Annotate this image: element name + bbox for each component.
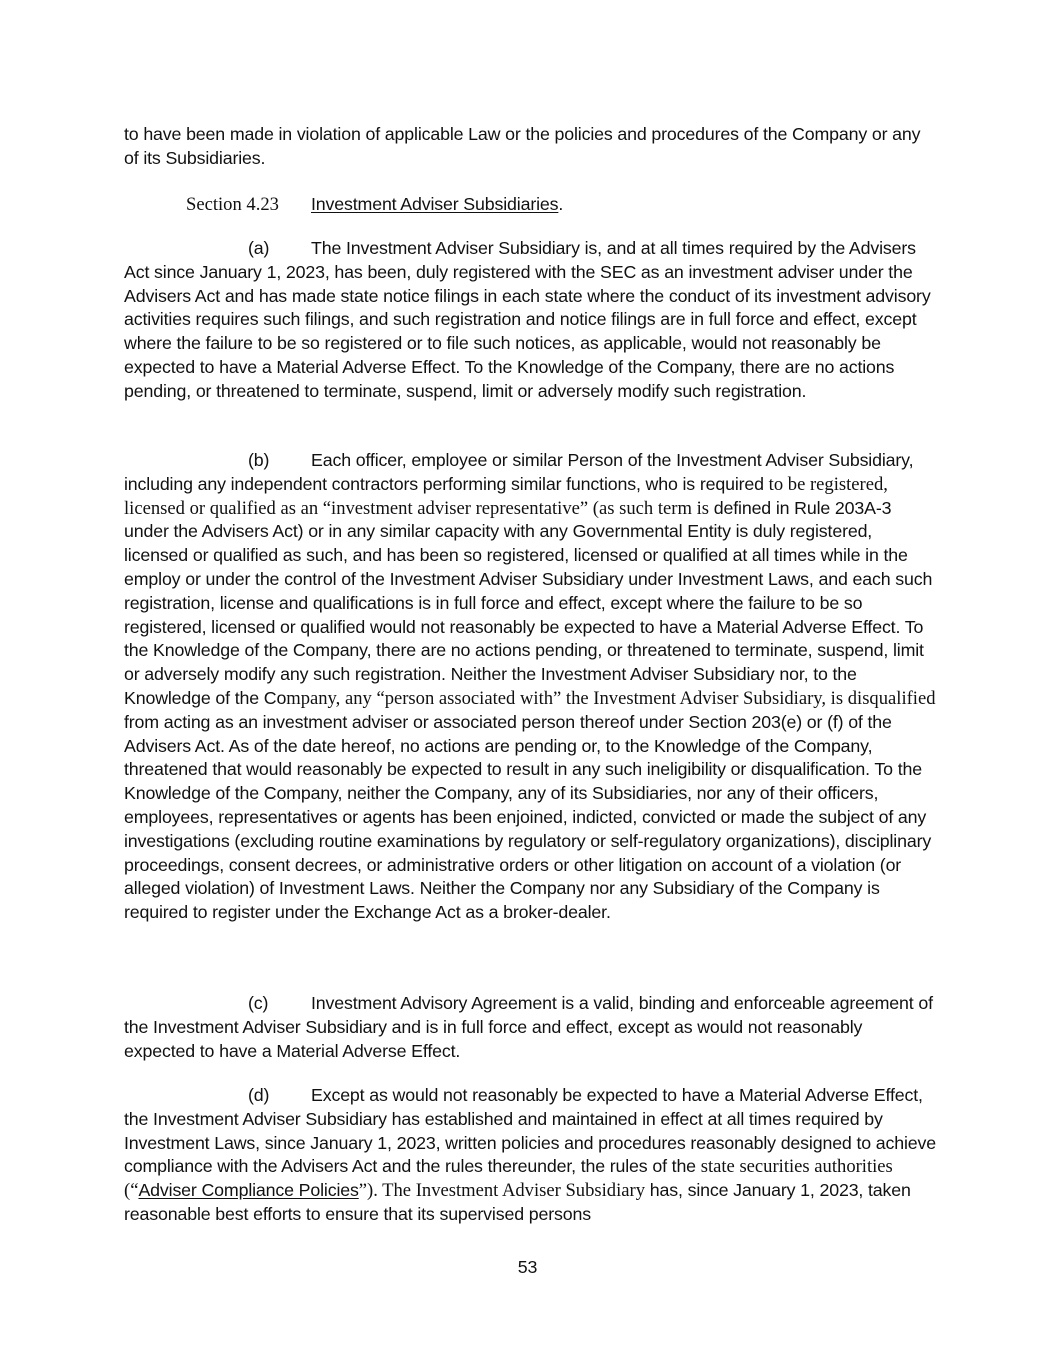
paragraph-b (124, 449, 936, 925)
section-title-suffix: . (558, 194, 564, 214)
adviser-compliance-policies-term: Adviser Compliance Policies (138, 1180, 359, 1201)
paragraph-d-text-2: state securities authorities (“ (124, 1156, 893, 1202)
paragraph-d-text-3: ”). The Investment Adviser Subsidiary (358, 1180, 646, 1202)
section-heading (186, 193, 563, 217)
paragraph-b-text-1: Each officer, employee or similar Person of the Investment Adviser Subsidiary, including any independent contractors performing similar functions, who is required (124, 450, 914, 494)
page-number: 53 (517, 1257, 538, 1277)
section-title: Investment Adviser Subsidiaries (311, 194, 559, 214)
carryover-text: to have been made in violation of applicable Law or the policies and procedures of the Company or any of its Subsidiaries. (124, 124, 921, 168)
paragraph-b-label: (b) (248, 450, 270, 470)
paragraph-b-text-2: to be registered, licensed or qualified as an “investment adviser representative” (as such term is (124, 473, 888, 519)
paragraph-c-text: Investment Advisory Agreement is a valid, binding and enforceable agreement of the Investment Adviser Subsidiary and is in full force and effect, except as would not reasonably expected to have a Material Adverse Effect. (124, 993, 933, 1061)
paragraph-a (124, 237, 936, 404)
paragraph-b-text-4: mpany, any “person associated with” the Investment Adviser Subsidiary, is disqualified (286, 687, 936, 709)
paragraph-a-label: (a) (248, 238, 270, 258)
section-number: Section 4.23 (186, 194, 279, 215)
paragraph-d (124, 1084, 936, 1227)
paragraph-c-label: (c) (248, 993, 269, 1013)
carryover-paragraph (124, 123, 936, 171)
paragraph-d-text-1: Except as would not reasonably be expected to have a Material Adverse Effect, the Investment Adviser Subsidiary has established and maintained in effect at all times required by Investment Laws, since January 1, 2023, written policies and procedures reasonably designed to achieve compliance with the Advisers Act and the rules thereunder, the rules of the (124, 1085, 937, 1177)
paragraph-c (124, 992, 936, 1063)
paragraph-b-text-3: defined in Rule 203A-3 under the Advisers Act) or in any similar capacity with any Governmental Entity is duly registered, licensed or qualified as such, and has been so registered, licensed or qualified at all times while in the employ or under the control of the Investment Adviser Subsidiary under Investment Laws, and each such registration, license and qualifications is in full force and effect, except where the failure to be so registered, licensed or qualified would not reasonably be expected to have a Material Adverse Effect. To the Knowledge of the Company, there are no actions pending, or threatened to terminate, suspend, limit or adversely modify any such registration. Neither the Investment Adviser Subsidiary nor, to the Knowledge of the Co (124, 497, 933, 708)
paragraph-b-text-5: from acting as an investment adviser or associated person thereof under Section 203(e) or (f) of the Advisers Act. As of the date hereof, no actions are pending or, to the Knowledge of the Company, threatened that would reasonably be expected to result in any such ineligibility or disqualification. To the Knowledge of the Company, neither the Company, any of its Subsidiaries, nor any of their officers, employees, representatives or agents has been enjoined, indicted, convicted or made the subject of any investigations (excluding routine examinations by regulatory or self-regulatory organizations), disciplinary proceedings, consent decrees, or administrative orders or other litigation on account of a violation (or alleged violation) of Investment Laws. Neither the Company nor any Subsidiary of the Company is required to register under the Exchange Act as a broker-dealer. (124, 711, 932, 923)
paragraph-d-label: (d) (248, 1085, 270, 1105)
paragraph-d-text-4: has, since January 1, 2023, taken reasonable best efforts to ensure that its supervised persons (124, 1180, 911, 1224)
paragraph-a-text: The Investment Adviser Subsidiary is, and at all times required by the Advisers Act since January 1, 2023, has been, duly registered with the SEC as an investment adviser under the Advisers Act and has made state notice filings in each state where the conduct of its investment advisory activities requires such filings, and such registration and notice filings are in full force and effect, except where the failure to be so registered or to file such notices, as applicable, would not reasonably be expected to have a Material Adverse Effect. To the Knowledge of the Company, there are no actions pending, or threatened to terminate, suspend, limit or adversely modify such registration. (124, 238, 931, 401)
